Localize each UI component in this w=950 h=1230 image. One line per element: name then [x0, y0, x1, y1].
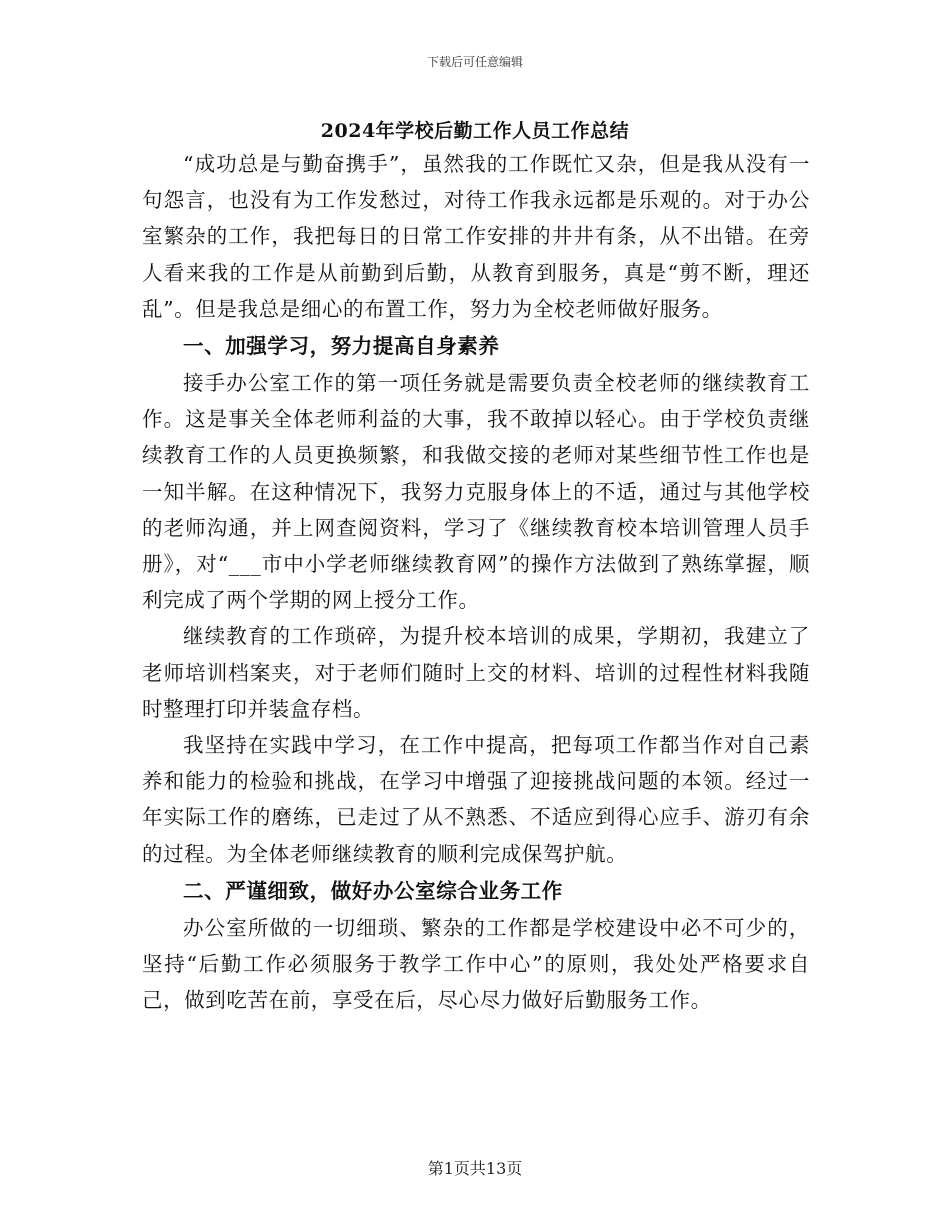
intro-paragraph: “成功总是与勤奋携手”，虽然我的工作既忙又杂，但是我从没有一句怨言，也没有为工作发愁过，对待工作我永远都是乐观的。对于办公室繁杂的工作，我把每日的日常工作安排的井井有条，从不出错。在旁人看来我的工作是从前勤到后勤，从教育到服务，真是“剪不断，理还乱”。但是我总是细心的布置工作，努力为全校老师做好服务。 — [142, 152, 810, 321]
section-heading-1: 一、加强学习，努力提高自身素养 — [183, 334, 500, 359]
document-title: 2024年学校后勤工作人员工作总结 — [320, 120, 630, 142]
header-note: 下载后可任意编辑 — [426, 55, 523, 69]
document-body — [142, 146, 810, 1018]
section1-paragraph-2: 继续教育的工作琐碎，为提升校本培训的成果，学期初，我建立了老师培训档案夹，对于老师们随时上交的材料、培训的过程性材料我随时整理打印并装盒存档。 — [142, 624, 810, 721]
page-number-footer: 第1页共13页 — [427, 1159, 523, 1178]
section1-paragraph-3: 我坚持在实践中学习，在工作中提高，把每项工作都当作对自己素养和能力的检验和挑战，在学习中增强了迎接挑战问题的本领。经过一年实际工作的磨练，已走过了从不熟悉、不适应到得心应手、游刃有余的过程。为全体老师继续教育的顺利完成保驾护航。 — [142, 733, 810, 866]
section2-paragraph-1: 办公室所做的一切细琐、繁杂的工作都是学校建设中必不可少的，坚持“后勤工作必须服务于教学工作中心”的原则，我处处严格要求自己，做到吃苦在前，享受在后，尽心尽力做好后勤服务工作。 — [142, 915, 810, 1013]
section-heading-2: 二、严谨细致，做好办公室综合业务工作 — [183, 878, 563, 903]
section1-paragraph-1: 接手办公室工作的第一项任务就是需要负责全校老师的继续教育工作。这是事关全体老师利益的大事，我不敢掉以轻心。由于学校负责继续教育工作的人员更换频繁，和我做交接的老师对某些细节性工作也是一知半解。在这种情况下，我努力克服身体上的不适，通过与其他学校的老师沟通，并上网查阅资料，学习了《继续教育校本培训管理人员手册》，对“___市中小学老师继续教育网”的操作方法做到了熟练掌握，顺利完成了两个学期的网上授分工作。 — [142, 371, 810, 613]
